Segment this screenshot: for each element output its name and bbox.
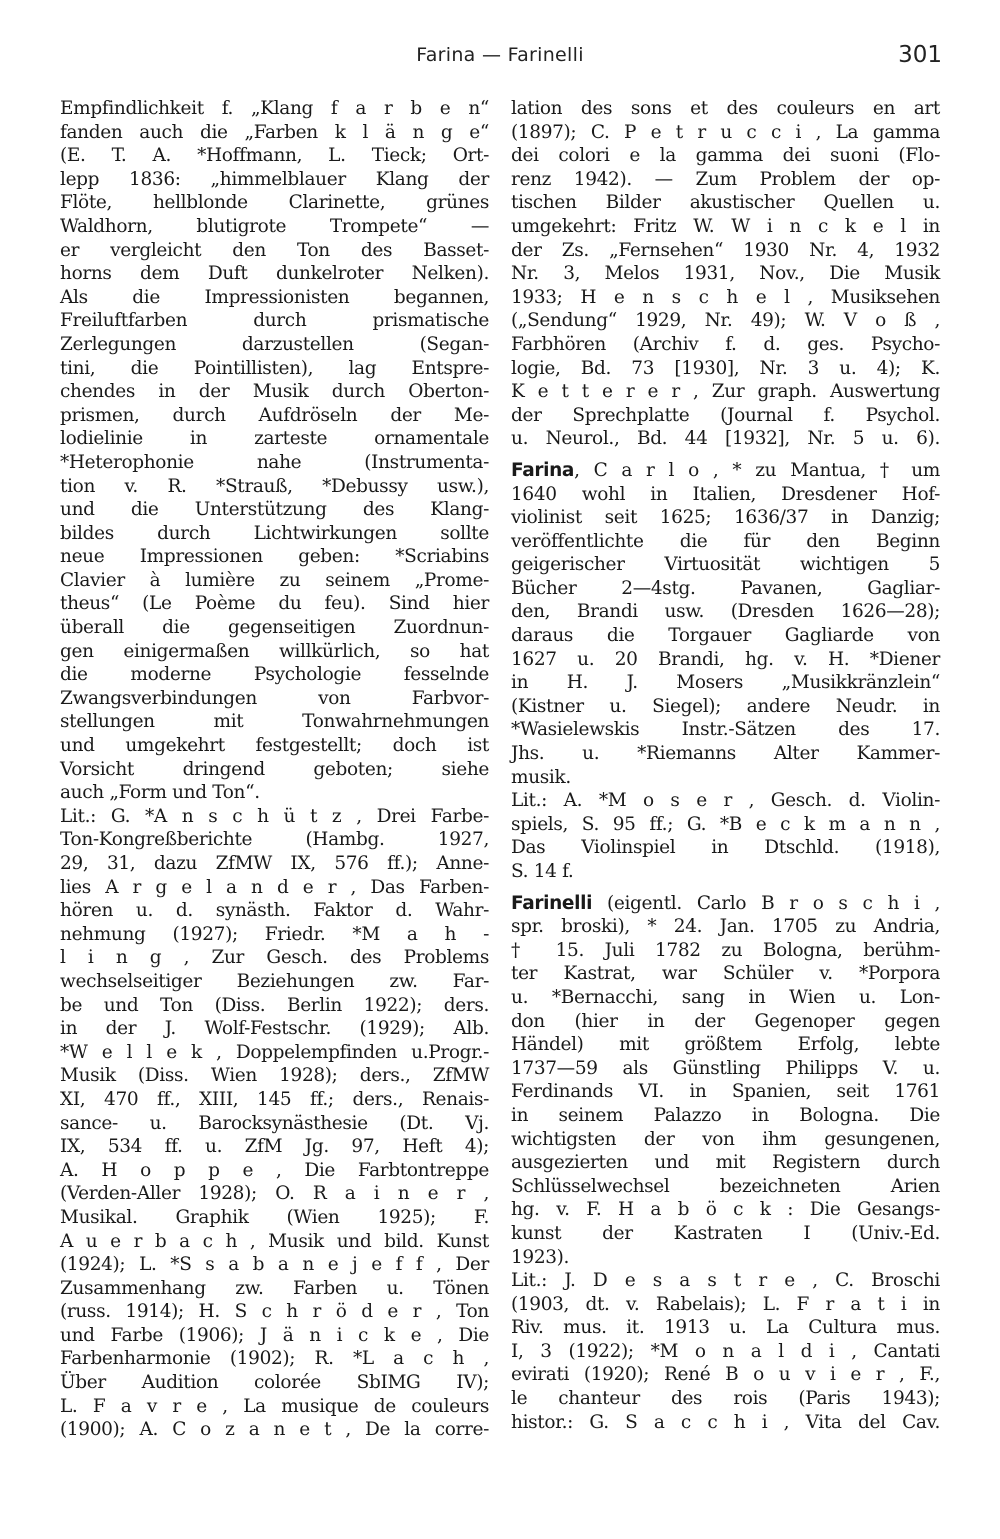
text-line: Jhs. u. *Riemanns Alter Kammer-: [511, 743, 940, 765]
text-line: Farbenharmonie (1902); R. *L a c h ,: [60, 1348, 489, 1370]
text-line: Riv. mus. it. 1913 u. La Cultura mus.: [511, 1317, 940, 1339]
text-line: 29, 31, dazu ZfMW IX, 576 ff.); Anne-: [60, 853, 489, 874]
text-line: (1924); L. *S s a b a n e j e f f , Der: [60, 1254, 489, 1276]
text-line: daraus die Torgauer Gagliarde von: [511, 625, 940, 647]
text-line: horns dem Duft dunkelroter Nelken).: [60, 263, 489, 285]
text-line: Ton-Kongreßberichte (Hambg. 1927,: [60, 829, 489, 851]
text-line: der Zs. „Fernsehen“ 1930 Nr. 4, 1932: [511, 239, 940, 261]
entry-farina-headline: Farina, C a r l o , * zu Mantua, † um: [511, 459, 940, 481]
text-line: umgekehrt: Fritz W. W i n c k e l in: [511, 215, 940, 237]
text-line: die moderne Psychologie fesselnde: [60, 664, 489, 686]
right-column: [511, 97, 940, 1434]
text-line: Clavier à lumière zu seinem „Prome-: [60, 569, 489, 591]
text-line: K e t t e r e r , Zur graph. Auswertung: [511, 381, 940, 403]
text-line: in H. J. Mosers „Musikkränzlein“: [511, 672, 940, 694]
headword: Farina: [511, 459, 575, 481]
text-line: l i n g , Zur Gesch. des Problems: [60, 947, 489, 969]
text-line: und die Unterstützung des Klang-: [60, 499, 489, 521]
text-line: dei colori e la gamma dei suoni (Flo-: [511, 145, 940, 167]
text-line: 1737—59 als Günstling Philipps V. u.: [511, 1057, 940, 1079]
text-line: in seinem Palazzo in Bologna. Die: [511, 1104, 940, 1126]
text-line: logie, Bd. 73 [1930], Nr. 3 u. 4); K.: [511, 357, 940, 379]
text-line: Vorsicht dringend geboten; siehe: [60, 758, 489, 780]
text-line: histor.: G. S a c c h i , Vita del Cav.: [511, 1411, 940, 1433]
text-line: (Verden-Aller 1928); O. R a i n e r ,: [60, 1183, 489, 1205]
text-line: Musik (Diss. Wien 1928); ders., ZfMW: [60, 1065, 489, 1087]
text-line: A. H o p p e , Die Farbtontreppe: [60, 1159, 489, 1181]
text-line: den, Brandi usw. (Dresden 1626—28);: [511, 601, 940, 623]
text-line: neue Impressionen geben: *Scriabins: [60, 546, 489, 568]
text-line: L. F a v r e , La musique de couleurs: [60, 1395, 489, 1417]
headword: Farinelli: [511, 892, 593, 914]
text-line: Empfindlichkeit f. „Klang f a r b e n“: [60, 98, 489, 119]
text-line: Musikal. Graphik (Wien 1925); F.: [60, 1206, 489, 1228]
text-line: und Farbe (1906); J ä n i c k e , Die: [60, 1324, 489, 1346]
text-line: Zerlegungen darzustellen (Segan-: [60, 333, 489, 355]
text-line: Flöte, hellblonde Clarinette, grünes: [60, 192, 489, 214]
text-line: wichtigsten der von ihm gesungenen,: [511, 1128, 940, 1150]
text-line: hören u. d. synästh. Faktor d. Wahr-: [60, 900, 489, 922]
text-line: ausgezierten und mit Registern durch: [511, 1152, 940, 1174]
left-column: [60, 97, 489, 1442]
text-line: in der J. Wolf-Festschr. (1929); Alb.: [60, 1018, 489, 1040]
text-line: kunst der Kastraten I (Univ.-Ed.: [511, 1222, 940, 1244]
text-line: A u e r b a c h , Musik und bild. Kunst: [60, 1230, 489, 1252]
text-line: lies A r g e l a n d e r , Das Farben-: [60, 876, 489, 898]
text-line: Zwangsverbindungen von Farbvor-: [60, 687, 489, 709]
text-line: der Sprechplatte (Journal f. Psychol.: [511, 404, 940, 426]
text-line: musik.: [511, 766, 571, 788]
text-line: Nr. 3, Melos 1931, Nov., Die Musik: [511, 263, 940, 285]
text-line: fanden auch die „Farben k l ä n g e“: [60, 121, 489, 143]
text-line: Lit.: G. *A n s c h ü t z , Drei Farbe-: [60, 805, 489, 827]
text-line: I, 3 (1922); *M o n a l d i , Cantati: [511, 1340, 940, 1362]
text-line: Lit.: J. D e s a s t r e , C. Broschi: [511, 1270, 940, 1292]
text-line: renz 1942). — Zum Problem der op-: [511, 168, 940, 190]
text-line: XI, 470 ff., XIII, 145 ff.; ders., Renais-: [60, 1088, 489, 1110]
text-line: geigerischer Virtuosität wichtigen 5: [511, 554, 940, 576]
text-line: Zusammenhang zw. Farben u. Tönen: [60, 1277, 489, 1299]
text-line: lation des sons et des couleurs en art: [511, 98, 940, 119]
text-line: prismen, durch Aufdröseln der Me-: [60, 404, 489, 426]
text-line: theus“ (Le Poème du feu). Sind hier: [60, 593, 489, 615]
text-line: überall die gegenseitigen Zuordnun-: [60, 617, 489, 639]
text-line: bildes durch Lichtwirkungen sollte: [60, 522, 489, 544]
running-title: Farina — Farinelli: [416, 44, 584, 66]
text-line: Farbhören (Archiv f. d. ges. Psycho-: [511, 333, 940, 355]
text-line: *W e l l e k , Doppelempfinden u.Progr.-: [60, 1041, 489, 1063]
text-line: don (hier in der Gegenoper gegen: [511, 1010, 940, 1032]
text-line: (E. T. A. *Hoffmann, L. Tieck; Ort-: [60, 145, 489, 167]
text-line: (1897); C. P e t r u c c i , La gamma: [511, 121, 940, 143]
text-line: chendes in der Musik durch Oberton-: [60, 381, 489, 403]
text-line: 1933; H e n s c h e l , Musiksehen: [511, 286, 940, 308]
text-line: sance- u. Barocksynästhesie (Dt. Vj.: [60, 1112, 489, 1134]
text-line: Ferdinands VI. in Spanien, seit 1761: [511, 1081, 940, 1103]
text-line: Als die Impressionisten begannen,: [60, 286, 489, 308]
text-line: 1640 wohl in Italien, Dresdener Hof-: [511, 483, 940, 505]
text-line: Das Violinspiel in Dtschld. (1918),: [511, 837, 940, 859]
text-line: (russ. 1914); H. S c h r ö d e r , Ton: [60, 1301, 489, 1323]
text-line: Lit.: A. *M o s e r , Gesch. d. Violin-: [511, 790, 940, 812]
text-line: IX, 534 ff. u. ZfM Jg. 97, Heft 4);: [60, 1136, 489, 1158]
text-line: Schlüsselwechsel bezeichneten Arien: [511, 1175, 940, 1197]
page-header: [0, 40, 1000, 80]
entry-farinelli-headline: Farinelli (eigentl. Carlo B r o s c h i ,: [511, 892, 940, 914]
text-line: 1923).: [511, 1246, 570, 1268]
text-line: (1903, dt. v. Rabelais); L. F r a t i in: [511, 1293, 940, 1315]
text-line: tini, die Pointillisten), lag Entspre-: [60, 357, 489, 379]
text-line: evirati (1920); René B o u v i e r , F.,: [511, 1364, 940, 1386]
text-line: tion v. R. *Strauß, *Debussy usw.),: [60, 475, 489, 497]
text-line: spr. broski), * 24. Jan. 1705 zu Andria,: [511, 916, 940, 938]
text-line: nehmung (1927); Friedr. *M a h -: [60, 923, 489, 945]
text-line: ter Kastrat, war Schüler v. *Porpora: [511, 963, 940, 985]
text-line: be und Ton (Diss. Berlin 1922); ders.: [60, 994, 489, 1016]
text-line: veröffentlichte die für den Beginn: [511, 530, 940, 552]
text-line: wechselseitiger Beziehungen zw. Far-: [60, 970, 489, 992]
text-line: violinist seit 1625; 1636/37 in Danzig;: [511, 507, 940, 529]
text-line: spiels, S. 95 ff.; G. *B e c k m a n n ,: [511, 813, 940, 835]
text-line: S. 14 f.: [511, 861, 574, 882]
text-line: Bücher 2—4stg. Pavanen, Gagliar-: [511, 577, 940, 599]
text-line: u. *Bernacchi, sang in Wien u. Lon-: [511, 986, 940, 1008]
text-line: le chanteur des rois (Paris 1943);: [511, 1388, 940, 1410]
text-line: † 15. Juli 1782 zu Bologna, berühm-: [511, 939, 940, 961]
text-line: *Heterophonie nahe (Instrumenta-: [60, 451, 489, 473]
text-line: lepp 1836: „himmelblauer Klang der: [60, 168, 489, 190]
text-line: *Wasielewskis Instr.-Sätzen des 17.: [511, 719, 940, 741]
text-line: er vergleicht den Ton des Basset-: [60, 239, 489, 261]
text-line: lodielinie in zarteste ornamentale: [60, 428, 489, 450]
text-line: stellungen mit Tonwahrnehmungen: [60, 711, 489, 733]
text-line: Über Audition colorée SbIMG IV);: [60, 1372, 489, 1394]
text-line: Waldhorn, blutigrote Trompete“ —: [60, 215, 489, 237]
page-number: 301: [898, 42, 942, 68]
text-line: und umgekehrt festgestellt; doch ist: [60, 735, 489, 757]
text-line: („Sendung“ 1929, Nr. 49); W. V o ß ,: [511, 310, 940, 332]
text-line: gen einigermaßen willkürlich, so hat: [60, 640, 489, 662]
text-line: 1627 u. 20 Brandi, hg. v. H. *Diener: [511, 648, 940, 670]
text-line: tischen Bilder akustischer Quellen u.: [511, 192, 940, 214]
text-line: Händel) mit größtem Erfolg, lebte: [511, 1034, 940, 1056]
text-line: (Kistner u. Siegel); andere Neudr. in: [511, 695, 940, 717]
text-line: hg. v. F. H a b ö c k : Die Gesangs-: [511, 1199, 940, 1221]
text-line: Freiluftfarben durch prismatische: [60, 310, 489, 332]
text-line: auch „Form und Ton“.: [60, 782, 260, 804]
text-line: (1900); A. C o z a n e t , De la corre-: [60, 1419, 489, 1441]
text-line: u. Neurol., Bd. 44 [1932], Nr. 5 u. 6).: [511, 428, 940, 450]
